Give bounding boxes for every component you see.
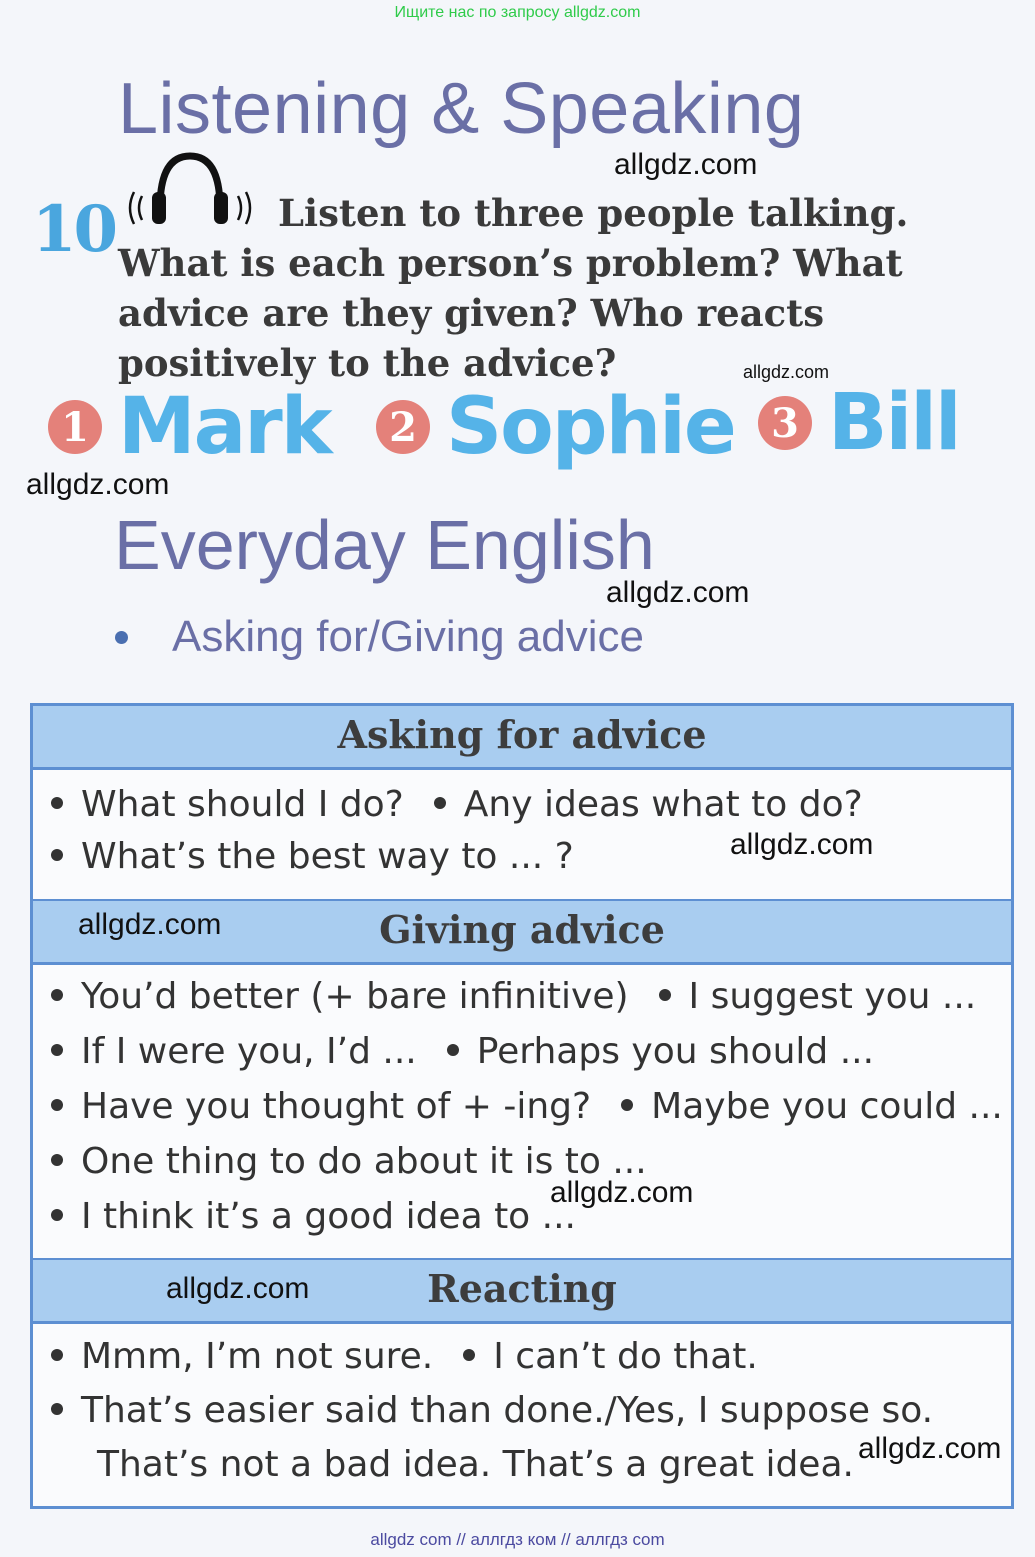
person-name: Mark (118, 382, 331, 472)
watermark: allgdz.com (606, 576, 750, 609)
number-badge: 1 (48, 400, 102, 454)
watermark: allgdz.com (26, 468, 170, 501)
watermark: allgdz.com (743, 362, 830, 382)
list-item: You’d better (+ bare infinitive) I suggest you ... (51, 976, 976, 1017)
bullet-icon (51, 1209, 63, 1221)
bullet-icon (51, 989, 63, 1001)
watermark: allgdz.com (730, 828, 874, 861)
section-bullet (115, 612, 644, 662)
list-item: One thing to do about it is to ... (51, 1141, 647, 1182)
bullet-icon (115, 631, 128, 644)
header-reacting: Reacting (33, 1258, 1011, 1324)
bullet-icon (463, 1349, 475, 1361)
list-item: What’s the best way to ... ? (51, 836, 574, 877)
section-title-everyday: Everyday English (114, 506, 655, 584)
bullet-icon (51, 1403, 63, 1415)
list-item: Mmm, I’m not sure. I can’t do that. (51, 1336, 758, 1377)
person-name: Bill (828, 378, 960, 468)
watermark: allgdz.com (166, 1272, 310, 1305)
number-badge: 2 (376, 400, 430, 454)
bullet-icon (51, 1154, 63, 1166)
bullet-icon (51, 797, 63, 809)
exercise-task: Listen to three people talking. What is each person’s problem? What advice are they given? Who reacts positively to the advice? (118, 191, 909, 385)
header-asking: Asking for advice (33, 706, 1011, 770)
watermark: allgdz.com (78, 908, 222, 941)
watermark: allgdz.com (858, 1432, 1002, 1465)
bullet-icon (621, 1099, 633, 1111)
person-sophie (376, 382, 735, 472)
bullet-icon (51, 1099, 63, 1111)
list-item-continuation: That’s not a bad idea. That’s a great idea. (97, 1444, 854, 1485)
bullet-text: Asking for/Giving advice (172, 612, 644, 661)
person-mark (48, 382, 331, 472)
footer: allgdz com // аллгдз ком // аллгдз com (370, 1530, 665, 1549)
list-item: What should I do? Any ideas what to do? (51, 784, 863, 825)
header-giving: Giving advice (33, 899, 1011, 965)
number-badge: 3 (758, 396, 812, 450)
person-bill (758, 378, 960, 468)
watermark: allgdz.com (614, 148, 758, 181)
people-names (46, 368, 1006, 478)
section-title-listening: Listening & Speaking (118, 69, 805, 149)
list-item: That’s easier said than done./Yes, I suppose so. (51, 1390, 933, 1431)
bullet-icon (51, 1349, 63, 1361)
exercise-number: 10 (32, 192, 116, 267)
bullet-icon (447, 1044, 459, 1056)
bullet-icon (659, 989, 671, 1001)
phrases-box (30, 703, 1014, 1509)
bullet-icon (51, 849, 63, 861)
bullet-icon (434, 797, 446, 809)
list-item: Have you thought of + -ing? Maybe you could ... (51, 1086, 1003, 1127)
list-item: I think it’s a good idea to ... (51, 1196, 576, 1237)
person-name: Sophie (446, 382, 735, 472)
list-item: If I were you, I’d ... Perhaps you should ... (51, 1031, 874, 1072)
bullet-icon (51, 1044, 63, 1056)
top-note: Ищите нас по запросу allgdz.com (394, 4, 641, 21)
watermark: allgdz.com (550, 1176, 694, 1209)
